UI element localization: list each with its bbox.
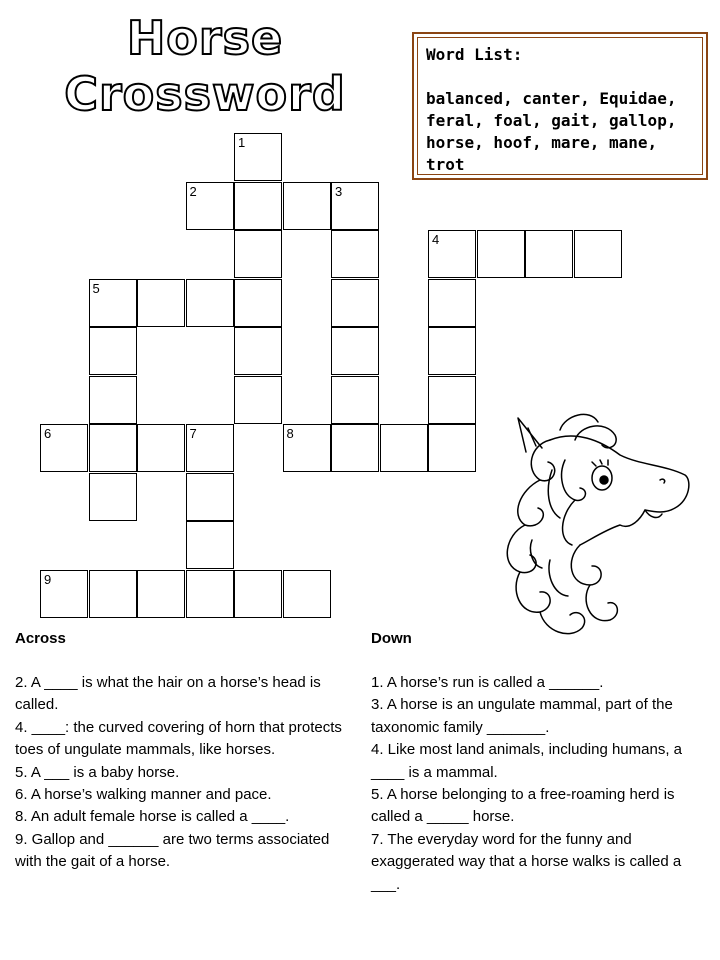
across-clues (15, 628, 355, 874)
grid-cell[interactable] (234, 570, 282, 618)
word-list-words: balanced, canter, Equidae, feral, foal, gait, gallop, horse, hoof, mare, mane, trot (426, 89, 677, 174)
clue-number: 3 (335, 183, 343, 199)
grid-cell[interactable] (234, 327, 282, 375)
grid-cell[interactable] (428, 230, 476, 278)
grid-cell[interactable] (283, 424, 331, 472)
clue-number: 6 (44, 426, 52, 441)
grid-cell[interactable] (137, 424, 185, 472)
grid-cell[interactable] (331, 230, 379, 278)
across-clue-9: 9. Gallop and ______ are two terms associated with the gait of a horse. (15, 830, 330, 871)
grid-cell[interactable] (40, 424, 88, 472)
clue-number: 4 (432, 232, 440, 247)
grid-cell[interactable] (234, 376, 282, 424)
grid-cell[interactable] (428, 327, 476, 375)
grid-cell[interactable] (331, 279, 379, 327)
horse-head-illustration (480, 400, 710, 650)
grid-cell[interactable] (89, 376, 137, 424)
down-heading: Down (371, 630, 412, 647)
grid-cell[interactable] (331, 327, 379, 375)
across-clue-4: 4. ____: the curved covering of horn that protects toes of ungulate mammals, like horses. (15, 718, 342, 759)
word-list-title: Word List: (426, 45, 523, 64)
grid-cell[interactable] (574, 230, 622, 278)
grid-cell[interactable] (428, 424, 476, 472)
grid-cell[interactable] (234, 133, 282, 181)
grid-cell[interactable] (186, 279, 234, 327)
grid-cell[interactable] (234, 182, 282, 230)
down-clue-4: 4. Like most land animals, including humans, a ____ is a mammal. (371, 741, 683, 781)
grid-cell[interactable] (186, 521, 234, 569)
title-line-2: Crossword (64, 67, 346, 121)
down-clue-7: 7. The everyday word for the funny and exaggerated way that a horse walks is called a ___. (371, 830, 682, 893)
grid-cell[interactable] (137, 279, 185, 327)
grid-cell[interactable] (380, 424, 428, 472)
grid-cell[interactable] (234, 279, 282, 327)
grid-cell[interactable] (89, 473, 137, 521)
grid-cell[interactable] (137, 570, 185, 618)
grid-cell[interactable] (186, 424, 234, 472)
grid-cell[interactable] (525, 230, 573, 278)
across-clue-8: 8. An adult female horse is called a ____. (15, 808, 290, 826)
clue-number: 7 (189, 426, 197, 441)
clue-number: 9 (44, 571, 52, 587)
grid-cell[interactable] (428, 279, 476, 327)
grid-cell[interactable] (89, 424, 137, 472)
clue-number: 8 (286, 426, 294, 441)
across-heading: Across (15, 630, 66, 647)
grid-cell[interactable] (283, 182, 331, 230)
down-clue-3: 3. A horse is an ungulate mammal, part of the taxonomic family _______. (371, 696, 673, 736)
grid-cell[interactable] (186, 570, 234, 618)
grid-cell[interactable] (89, 327, 137, 375)
grid-cell[interactable] (331, 182, 379, 230)
grid-cell[interactable] (40, 570, 88, 618)
clue-number: 1 (238, 135, 246, 150)
grid-cell[interactable] (477, 230, 525, 278)
grid-cell[interactable] (186, 473, 234, 521)
clue-number: 5 (92, 280, 100, 296)
across-clue-2: 2. A ____ is what the hair on a horse’s head is called. (15, 674, 321, 714)
grid-cell[interactable] (234, 230, 282, 278)
grid-cell[interactable] (428, 376, 476, 424)
grid-cell[interactable] (331, 376, 379, 424)
grid-cell[interactable] (89, 279, 137, 327)
down-clue-5: 5. A horse belonging to a free-roaming herd is called a _____ horse. (371, 786, 675, 826)
clue-number: 2 (189, 183, 197, 199)
grid-cell[interactable] (89, 570, 137, 618)
down-clues (371, 628, 711, 896)
grid-cell[interactable] (331, 424, 379, 472)
down-clue-1: 1. A horse’s run is called a ______. (371, 674, 604, 691)
title-line-1: Horse (126, 11, 284, 65)
grid-cell[interactable] (283, 570, 331, 618)
grid-cell[interactable] (186, 182, 234, 230)
across-clue-5: 5. A ___ is a baby horse. (15, 763, 180, 781)
across-clue-6: 6. A horse’s walking manner and pace. (15, 786, 272, 804)
